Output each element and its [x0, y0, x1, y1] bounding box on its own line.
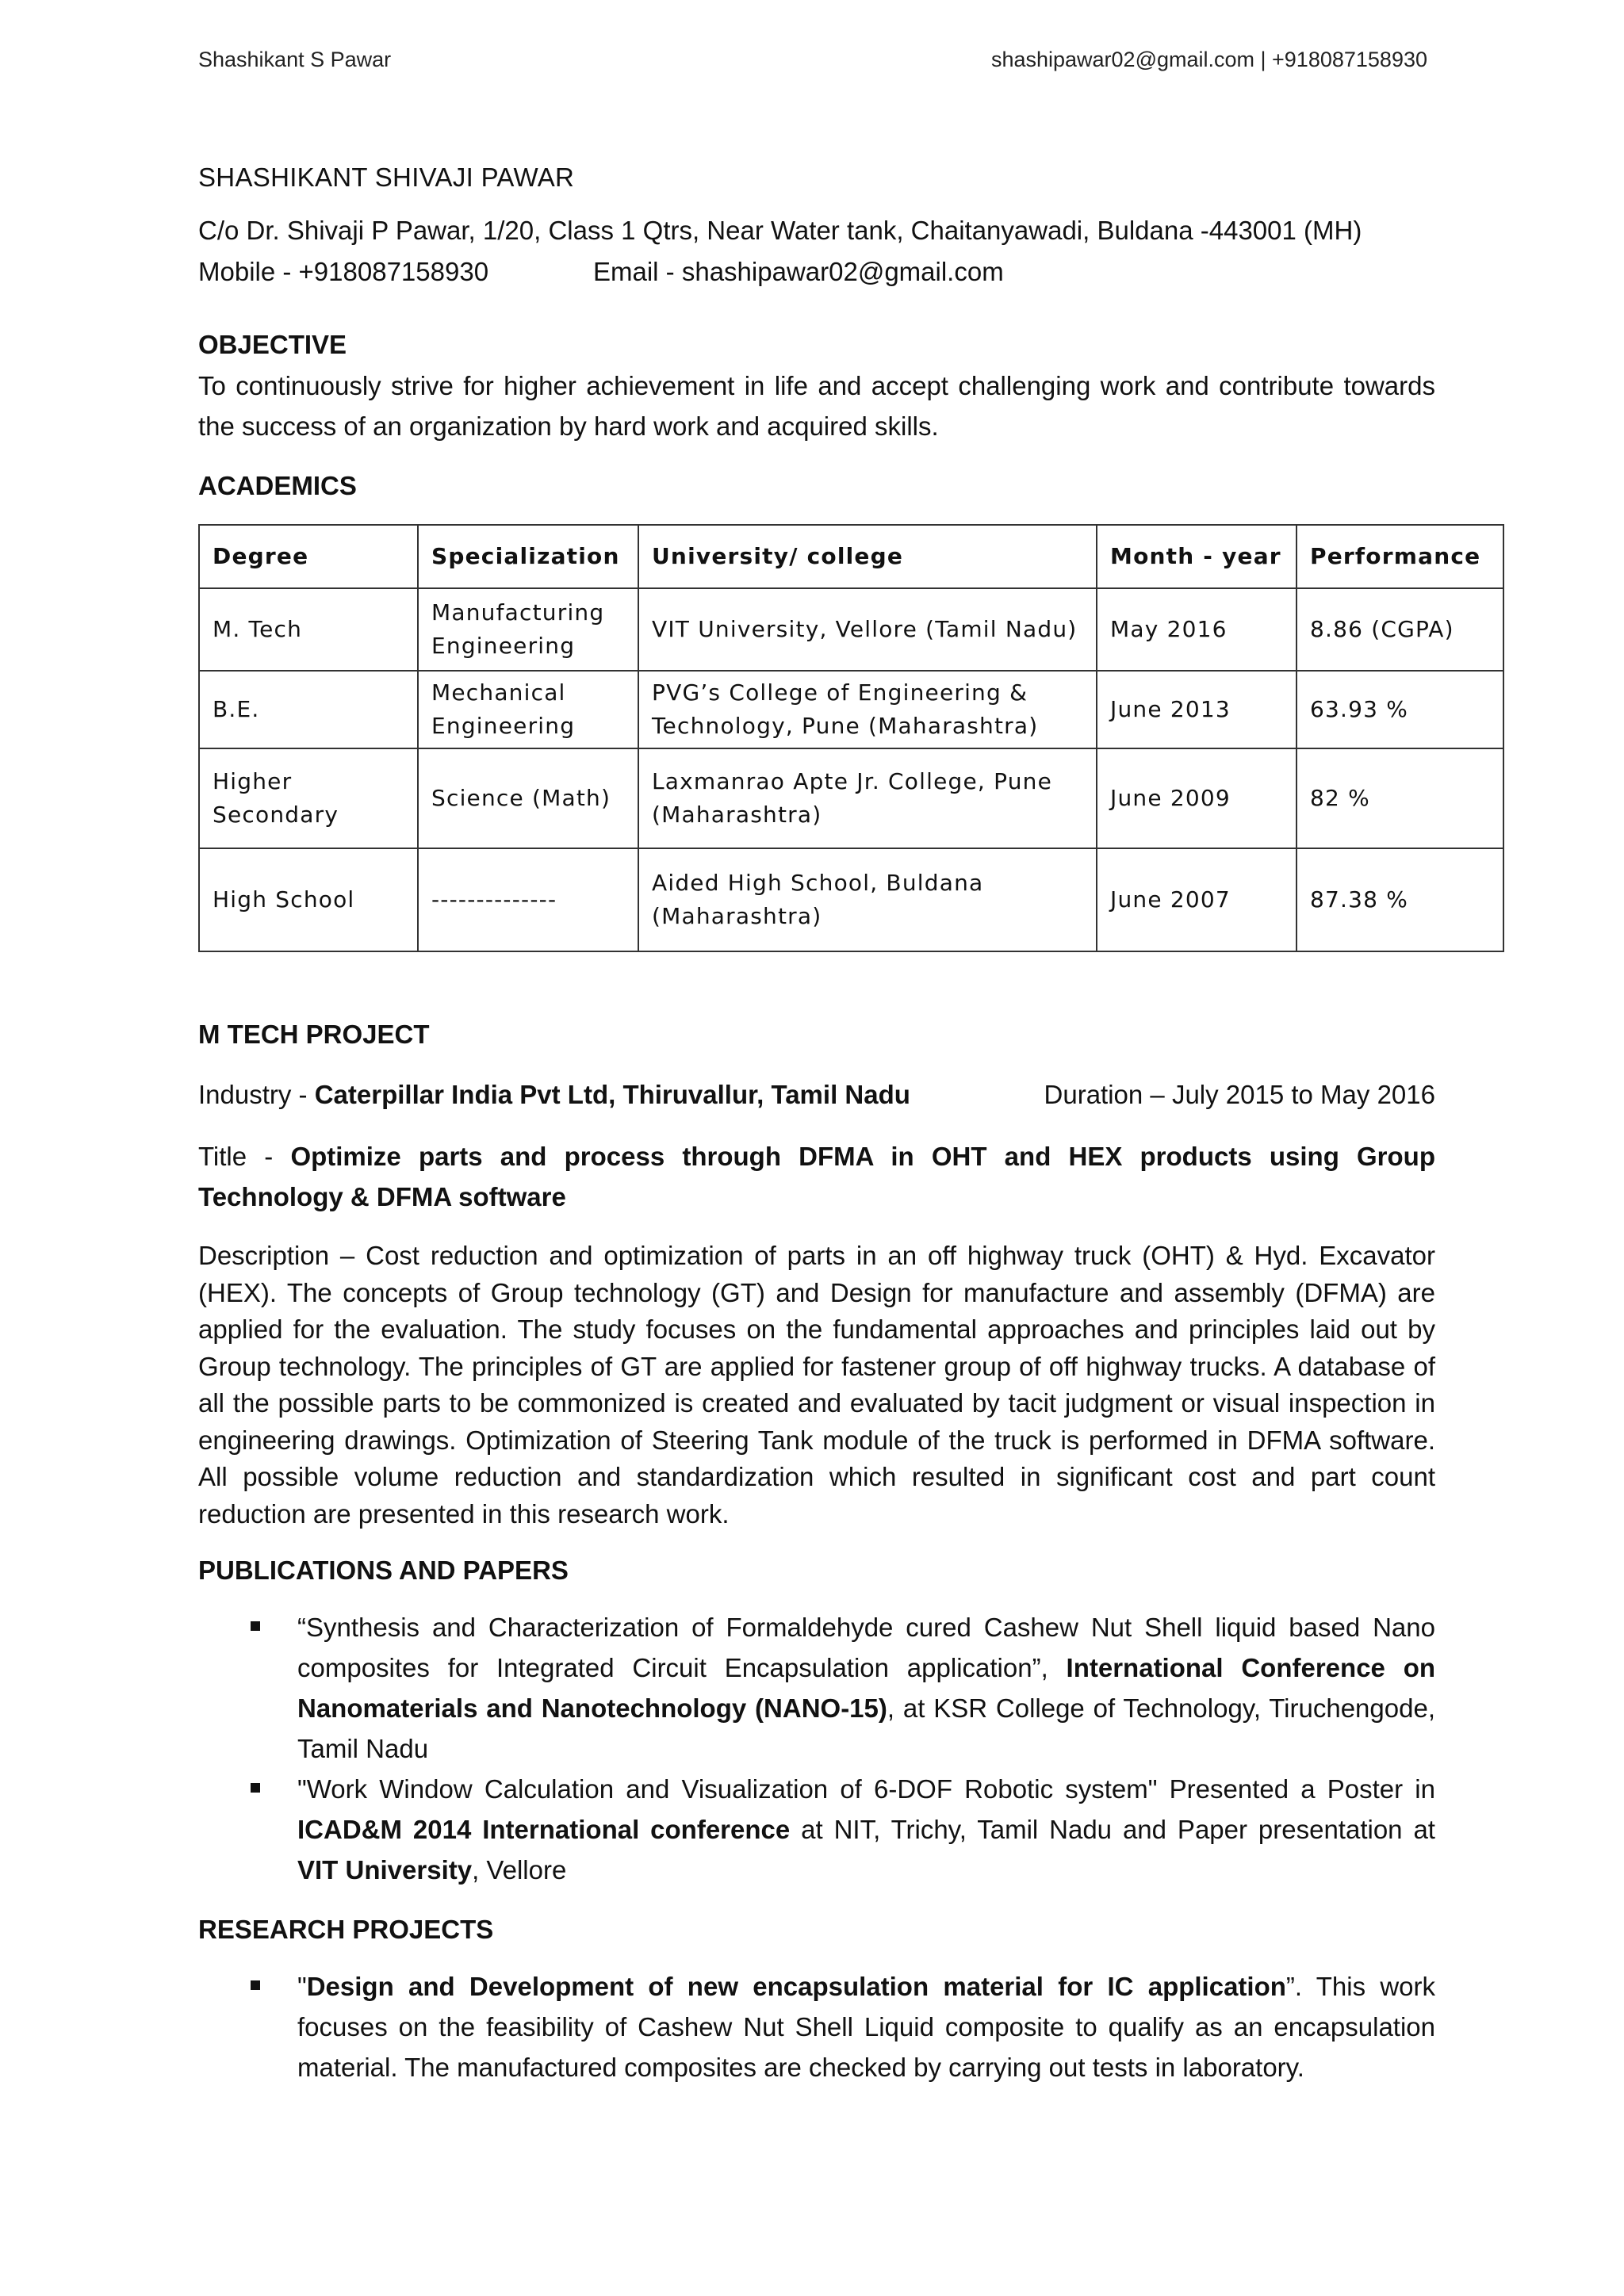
cell-performance: 82 % — [1297, 748, 1503, 848]
publications-title: PUBLICATIONS AND PAPERS — [198, 1556, 569, 1585]
address: C/o Dr. Shivaji P Pawar, 1/20, Class 1 Qtrs, Near Water tank, Chaitanyawadi, Buldana -443001 (MH) — [198, 216, 1362, 245]
objective-text: To continuously strive for higher achievement in life and accept challenging work and contribute towards the success of an organization by hard work and acquired skills. — [198, 371, 1435, 441]
cell-performance: 87.38 % — [1297, 848, 1503, 951]
cell-university: VIT University, Vellore (Tamil Nadu) — [638, 588, 1097, 671]
header-contact: shashipawar02@gmail.com | +918087158930 — [990, 48, 1427, 71]
cell-degree: Higher Secondary — [199, 748, 418, 848]
industry-line — [198, 1074, 1435, 1115]
objective-title: OBJECTIVE — [198, 330, 347, 359]
project-description: Description – Cost reduction and optimization of parts in an off highway truck (OHT) & Hyd. Excavator (HEX). The concepts of Group technology (GT) and Design for manufacture and assembly (DFMA) are applied for the evaluation. The study focuses on the fundamental approaches and principles laid out by Group technology. The principles of GT are applied for fastener group of off highway trucks. A database of all the possible parts to be commonized is created and evaluated by tacit judgment or visual inspection in engineering drawings. Optimization of Steering Tank module of the truck is performed in DFMA software. All possible volume reduction and standardization which resulted in significant cost and part count reduction are presented in this research work. — [198, 1241, 1435, 1529]
academics-table — [198, 524, 1504, 952]
industry-value: Caterpillar India Pvt Ltd, Thiruvallur, Tamil Nadu — [314, 1080, 910, 1109]
page-header — [198, 48, 1427, 72]
research-list — [198, 1966, 1435, 2087]
cell-specialization: -------------- — [418, 848, 638, 951]
cell-month-year: May 2016 — [1097, 588, 1297, 671]
bullet-icon — [251, 1980, 260, 1990]
cell-degree: High School — [199, 848, 418, 951]
mobile: Mobile - +918087158930 — [198, 257, 489, 286]
cell-month-year: June 2007 — [1097, 848, 1297, 951]
research-title: RESEARCH PROJECTS — [198, 1915, 494, 1944]
cell-university: PVG’s College of Engineering & Technology, Pune (Maharashtra) — [638, 671, 1097, 748]
academics-title: ACADEMICS — [198, 471, 357, 500]
cell-performance: 8.86 (CGPA) — [1297, 588, 1503, 671]
table-row — [199, 588, 1503, 671]
header-month-year: Month - year — [1097, 525, 1297, 588]
project-title — [198, 1136, 1435, 1217]
table-header-row — [199, 525, 1503, 588]
duration: Duration – July 2015 to May 2016 — [1044, 1080, 1435, 1109]
cell-university: Laxmanrao Apte Jr. College, Pune (Maharashtra) — [638, 748, 1097, 848]
mtech-title: M TECH PROJECT — [198, 1020, 430, 1049]
cell-university: Aided High School, Buldana (Maharashtra) — [638, 848, 1097, 951]
project-title-value: Optimize parts and process through DFMA in OHT and HEX products using Group Technology & DFMA software — [198, 1142, 1435, 1211]
bullet-icon — [251, 1783, 260, 1793]
cell-degree: B.E. — [199, 671, 418, 748]
contact-line — [198, 251, 1435, 293]
cell-specialization: Mechanical Engineering — [418, 671, 638, 748]
table-row — [199, 748, 1503, 848]
cell-month-year: June 2009 — [1097, 748, 1297, 848]
cell-degree: M. Tech — [199, 588, 418, 671]
project-title-label: Title - — [198, 1142, 291, 1171]
cell-performance: 63.93 % — [1297, 671, 1503, 748]
header-university: University/ college — [638, 525, 1097, 588]
header-degree: Degree — [199, 525, 418, 588]
table-row — [199, 848, 1503, 951]
header-name: Shashikant S Pawar — [198, 48, 392, 71]
table-row — [199, 671, 1503, 748]
publications-list — [198, 1607, 1435, 1890]
cell-month-year: June 2013 — [1097, 671, 1297, 748]
bullet-icon — [251, 1621, 260, 1631]
cell-specialization: Manufacturing Engineering — [418, 588, 638, 671]
email: Email - shashipawar02@gmail.com — [593, 257, 1004, 286]
industry — [198, 1074, 910, 1115]
header-performance: Performance — [1297, 525, 1503, 588]
candidate-name: SHASHIKANT SHIVAJI PAWAR — [198, 163, 575, 192]
resume-body — [198, 163, 1481, 2087]
list-item: "Work Window Calculation and Visualization of 6-DOF Robotic system" Presented a Poster in ICAD&M 2014 International conference at NIT, Trichy, Tamil Nadu and Paper presentation at VIT University, Vellore — [198, 1769, 1435, 1890]
cell-specialization: Science (Math) — [418, 748, 638, 848]
list-item: “Synthesis and Characterization of Formaldehyde cured Cashew Nut Shell liquid based Nano composites for Integrated Circuit Encapsulation application”, International Conference on Nanomaterials and Nanotechnology (NANO-15), at KSR College of Technology, Tiruchengode, Tamil Nadu — [198, 1607, 1435, 1769]
list-item: "Design and Development of new encapsulation material for IC application”. This work focuses on the feasibility of Cashew Nut Shell Liquid composite to qualify as an encapsulation material. The manufactured composites are checked by carrying out tests in laboratory. — [198, 1966, 1435, 2087]
industry-label: Industry - — [198, 1080, 315, 1109]
header-specialization: Specialization — [418, 525, 638, 588]
